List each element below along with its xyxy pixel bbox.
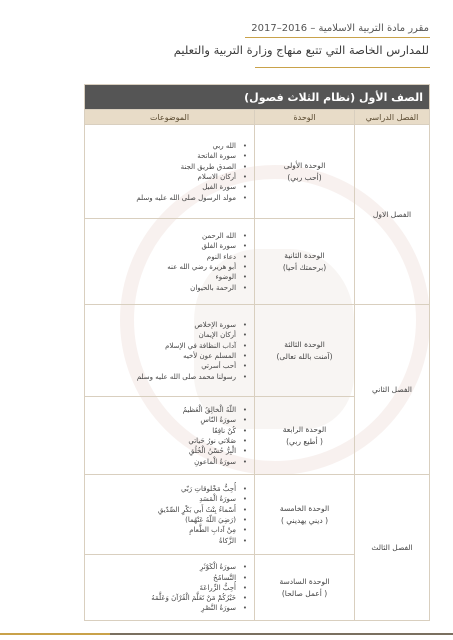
list-item: • الصدق طريق الجنة [85, 162, 236, 172]
semester-cell: الفصل الثاني [355, 305, 430, 475]
topics-cell [85, 219, 255, 305]
list-item: • أحب أسرتي [85, 361, 236, 371]
topic-list [85, 405, 250, 467]
unit-name: الوحدة الثالثة [284, 339, 325, 349]
list-item: • أركان الاسلام [85, 172, 236, 182]
unit-name: الوحدة الأولى [283, 160, 326, 170]
list-item: • الْبِرُّ حُسْنُ الْخُلُقِ [85, 446, 236, 456]
list-item: • الله الرحمن [85, 231, 236, 241]
topics-cell [85, 555, 255, 621]
list-item: • المسلم عون لأخيه [85, 351, 236, 361]
topics-cell [85, 475, 255, 555]
unit-subtitle: ( أعمل صالحا) [281, 588, 328, 598]
list-item: • سورَةُ الْمَسَدِ [85, 494, 236, 504]
footer-bar [0, 633, 453, 640]
list-item: • أَسْماءُ بِنْتُ أَبي بَكْرٍ الصِّدّيقِ [85, 505, 236, 515]
topic-list [85, 562, 250, 613]
unit-subtitle: ( ديني يهديني ) [281, 515, 329, 525]
list-item: • دعاء النوم [85, 252, 236, 262]
unit-subtitle: (أحب ربي) [287, 172, 322, 182]
list-item: • صَلاتي نورُ حَياتي [85, 436, 236, 446]
list-item: • أُحِبُّ مَخْلوقاتِ رَبّي [85, 484, 236, 494]
topic-list [85, 484, 250, 546]
list-item: • سورَةُ النَّصْرِ [85, 603, 236, 613]
list-item: • سورة الإخلاص [85, 320, 236, 330]
list-item: • التَّسامُحُ [85, 573, 236, 583]
topics-cell [85, 397, 255, 475]
footer-accent-gold [0, 633, 110, 635]
curriculum-table [84, 84, 430, 621]
header-divider-2 [255, 67, 430, 68]
topics-cell [85, 305, 255, 397]
topic-list [85, 141, 250, 203]
list-item: • مِنْ آدابِ الطَّعامِ [85, 525, 236, 535]
list-item: • خَيْرُكُمْ مَنْ تَعَلَّمَ الْقُرْآنَ وَعَلَّمَهُ [85, 593, 236, 603]
footer-accent-dark [110, 633, 453, 635]
topics-cell [85, 125, 255, 219]
unit-subtitle: (آمنت بالله تعالى) [276, 351, 333, 361]
unit-subtitle: ( أطيع ربي) [286, 436, 323, 446]
list-item: • كُنْ نافِعًا [85, 426, 236, 436]
unit-name: الوحدة الرابعة [282, 424, 327, 434]
list-item: • رسولنا محمد صلى الله عليه وسلم [85, 372, 236, 382]
unit-name: الوحدة السادسة [279, 576, 330, 586]
list-item: • الزَّكاةُ [85, 536, 236, 546]
course-header: مقرر مادة التربية الاسلامية – 2016–2017 [251, 23, 429, 34]
unit-subtitle: (برحمتك أحيا) [282, 262, 327, 272]
topic-list [85, 320, 250, 382]
unit-name: الوحدة الخامسة [279, 503, 330, 513]
table-row [85, 305, 430, 397]
list-item: • الوضوء [85, 272, 236, 282]
list-item: • سورَةُ النّاسِ [85, 415, 236, 425]
list-item: • الرحمة بالحيوان [85, 283, 236, 293]
header-semester: الفصل الدراسي [355, 110, 430, 125]
unit-name: الوحدة الثانية [284, 250, 325, 260]
list-item: • آداب النظافة في الإسلام [85, 341, 236, 351]
header-topics: الموضوعات [85, 110, 255, 125]
list-item: • سورَةُ الْكَوْثَرِ [85, 562, 236, 572]
list-item: • سورة الفيل [85, 182, 236, 192]
topic-list [85, 231, 250, 293]
unit-cell [255, 397, 355, 475]
table-row [85, 125, 430, 219]
table-title: الصف الأول (نظام الثلاث فصول) [85, 85, 430, 110]
list-item: • أُحِبُّ الزِّراعَةَ [85, 583, 236, 593]
unit-cell [255, 555, 355, 621]
unit-cell [255, 305, 355, 397]
header-divider [245, 37, 430, 38]
list-item: • أبو هريرة رضي الله عنه [85, 262, 236, 272]
list-item: • مولد الرسول صلى الله عليه وسلم [85, 193, 236, 203]
unit-cell [255, 125, 355, 219]
list-item: • الله ربي [85, 141, 236, 151]
table-row [85, 475, 430, 555]
course-subheader: للمدارس الخاصة التي تتبع منهاج وزارة التربية والتعليم [173, 43, 429, 57]
list-item: • سورَةُ الْماعونِ [85, 457, 236, 467]
semester-cell: الفصل الاول [355, 125, 430, 305]
list-item: • اللّهُ الْخالِقُ الْعَظيمُ [85, 405, 236, 415]
list-item: • أركان الإيمان [85, 330, 236, 340]
list-item: • (رَضِيَ اللّهُ عَنْهُما) [85, 515, 236, 525]
semester-cell: الفصل الثالث [355, 475, 430, 621]
header-unit: الوحدة [255, 110, 355, 125]
list-item: • سورة الفلق [85, 241, 236, 251]
list-item: • سورة الفاتحة [85, 151, 236, 161]
unit-cell [255, 475, 355, 555]
unit-cell [255, 219, 355, 305]
